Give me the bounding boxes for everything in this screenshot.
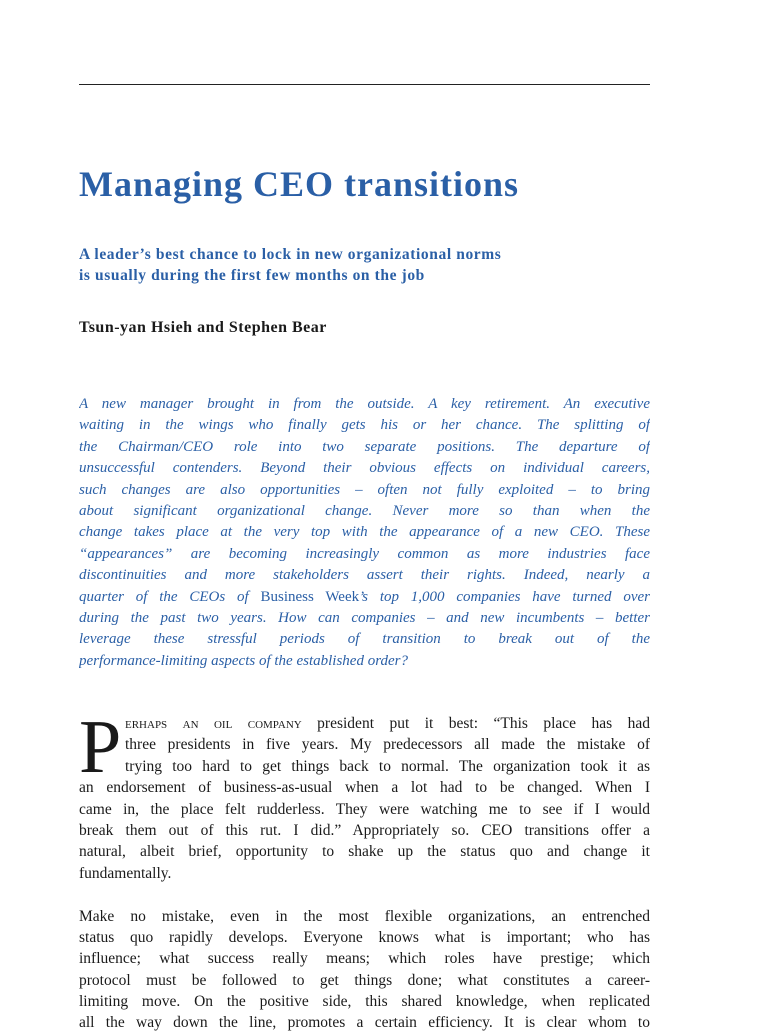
article-title: Managing CEO transitions [79,164,520,204]
paragraph-2 [79,906,650,1034]
header-rule [79,84,650,85]
abstract-line: A new manager brought in from the outside. A key retirement. An executive [79,396,650,412]
body-line: natural, albeit brief, opportunity to shake up the status quo and change it [79,843,650,861]
abstract-line: change takes place at the very top with the appearance of a new CEO. These [79,524,650,541]
subtitle-line: A leader’s best chance to lock in new organizational norms [79,246,502,263]
abstract-line-start: quarter of the CEOs of [79,588,261,605]
publication-name: Business Week [260,588,360,605]
abstract-line: the Chairman/CEO role into two separate positions. The departure of [79,438,650,455]
body-line: status quo rapidly develops. Everyone knows what is important; who has [79,928,650,946]
body-line: trying too hard to get things back to normal. The organization took it as [125,757,650,775]
body-line: influence; what success really means; which roles have prestige; which [79,950,650,968]
body-line: an endorsement of business-as-usual when a lot had to be changed. When I [79,779,650,797]
article-subtitle [79,244,659,286]
abstract-line: waiting in the wings who finally gets his or her chance. The splitting of [79,417,650,434]
body-line: break them out of this rut. I did.” Appropriately so. CEO transitions offer a [79,821,650,839]
drop-cap: P [79,705,122,789]
body-line [79,713,650,734]
body-line: came in, the place felt rudderless. They were watching me to see if I would [79,800,650,818]
body-line: Make no mistake, even in the most flexible organizations, an entrenched [79,907,650,925]
lead-in: erhaps an oil company [125,715,302,732]
subtitle-line: is usually during the first few months on the job [79,267,425,284]
article-body [79,705,650,1034]
abstract [79,394,650,672]
abstract-line: leverage these stressful periods of transition to break out of the [79,631,650,648]
abstract-line: during the past two years. How can companies – and new incumbents – better [79,609,650,626]
body-line: fundamentally. [79,864,172,882]
paragraph-1 [79,705,650,884]
abstract-line: discontinuities and more stakeholders assert their rights. Indeed, nearly a [79,567,650,584]
abstract-line: unsuccessful contenders. Beyond their obvious effects on individual careers, [79,460,650,477]
abstract-line: such changes are also opportunities – often not fully exploited – to bring [79,481,650,498]
abstract-line-with-publication [79,587,650,608]
body-line: all the way down the line, promotes a certain efficiency. It is clear whom to [79,1014,650,1032]
abstract-line: about significant organizational change. Never more so than when the [79,502,650,519]
abstract-line-tail: ’s top 1,000 companies have turned over [359,588,650,605]
body-line-rest: president put it best: “This place has had [301,715,650,732]
body-line: limiting move. On the positive side, this shared knowledge, when replicated [79,993,650,1011]
body-line: three presidents in five years. My predecessors all made the mistake of [125,736,650,754]
body-line: protocol must be followed to get things done; what constitutes a career- [79,971,650,989]
article-authors: Tsun-yan Hsieh and Stephen Bear [79,319,327,336]
abstract-line: “appearances” are becoming increasingly common as more industries face [79,545,650,562]
abstract-line: performance-limiting aspects of the established order? [79,652,408,669]
